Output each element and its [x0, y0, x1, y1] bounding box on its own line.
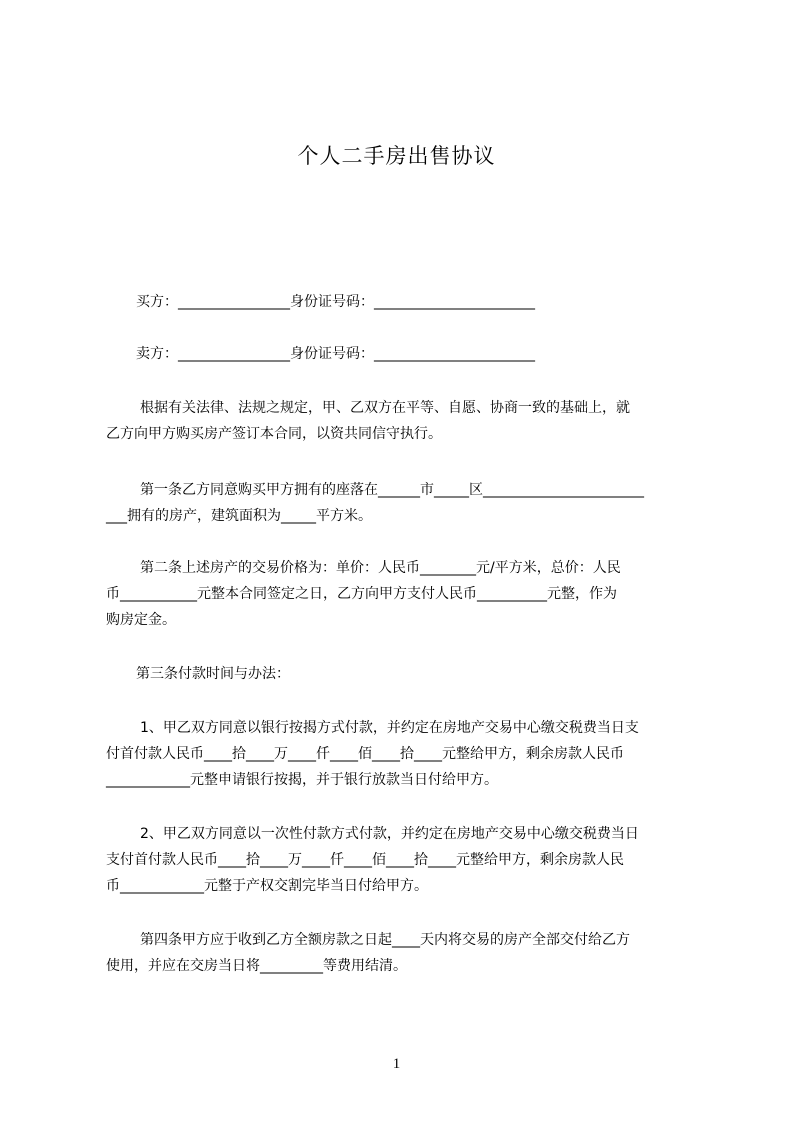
seller-line: 卖方：________________身份证号码：_______________________	[136, 346, 535, 362]
article3-heading: 第三条付款时间与办法：	[136, 666, 290, 682]
article4-line-1: 第四条甲方应于收到乙方全额房款之日起____天内将交易的房产全部交付给乙方	[140, 932, 630, 948]
preamble-line-1: 根据有关法律、法规之规定，甲、乙双方在平等、自愿、协商一致的基础上，就	[140, 400, 630, 416]
article4-line-2: 使用，并应在交房当日将_________等费用结清。	[106, 958, 407, 974]
article2-line-3: 购房定金。	[106, 612, 176, 628]
article3-item1-line-1: 1、甲乙双方同意以银行按揭方式付款，并约定在房地产交易中心缴交税费当日支	[140, 720, 639, 736]
page-number: 1	[392, 1056, 401, 1072]
document-title: 个人二手房出售协议	[297, 144, 496, 168]
article3-item2-line-3: 币____________元整于产权交割完毕当日付给甲方。	[106, 878, 428, 894]
article3-item1-line-2: 付首付款人民币____拾____万____仟____佰____拾____元整给甲方，剩余房款人民币	[106, 746, 624, 762]
buyer-line: 买方：________________身份证号码：_______________________	[136, 294, 535, 310]
article3-item2-line-1: 2、甲乙双方同意以一次性付款方式付款，并约定在房地产交易中心缴交税费当日	[140, 826, 639, 842]
article2-line-1: 第二条上述房产的交易价格为：单价：人民币________元/平方米，总价：人民	[140, 560, 621, 576]
article2-line-2: 币___________元整本合同签定之日，乙方向甲方支付人民币__________元整，作为	[106, 586, 617, 602]
article3-item2-line-2: 支付首付款人民币____拾____万____仟____佰____拾____元整给甲方，剩余房款人民	[106, 852, 624, 868]
preamble-line-2: 乙方向甲方购买房产签订本合同，以资共同信守执行。	[106, 426, 442, 442]
article1-line-2: ___拥有的房产，建筑面积为_____平方米。	[106, 508, 372, 524]
article3-item1-line-3: ____________元整申请银行按揭，并于银行放款当日付给甲方。	[106, 772, 498, 788]
article1-line-1: 第一条乙方同意购买甲方拥有的座落在______市_____区_______________________	[140, 482, 644, 498]
